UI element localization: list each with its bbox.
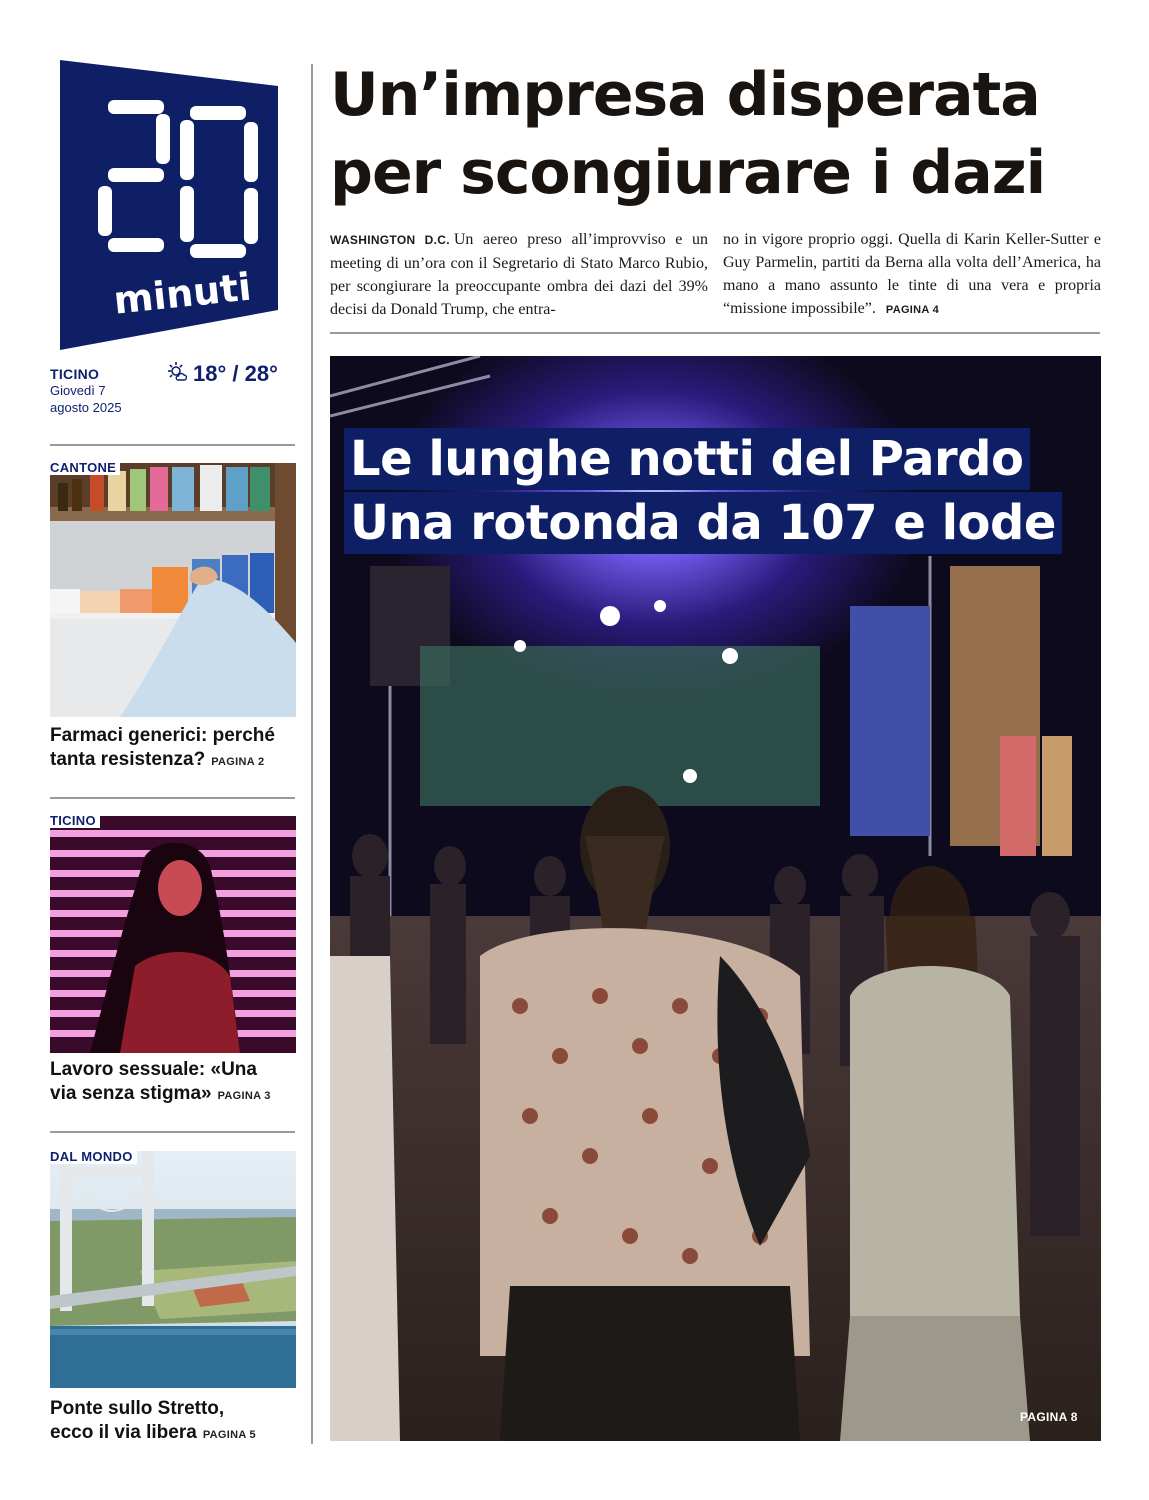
photo-credit: LOCARNO FILM FESTIVAL (316, 1267, 325, 1380)
lead-body-col1 (330, 228, 708, 321)
story-headline[interactable] (50, 1058, 300, 1108)
story-headline-line2: via senza stigma» (50, 1083, 212, 1104)
page-reference: PAGINA 2 (211, 756, 265, 768)
story-headline-line2: tanta resistenza? (50, 749, 206, 770)
lead-body-col2 (723, 228, 1101, 322)
lead-headline-line1: Un’impresa disperata (330, 60, 1040, 130)
page-reference: PAGINA 4 (885, 304, 940, 316)
feature-headline-line1[interactable]: Le lunghe notti del Pardo (344, 428, 1030, 490)
section-tag-dal-mondo: DAL MONDO (50, 1148, 137, 1164)
portrait-photo[interactable] (50, 816, 296, 1053)
lead-rule (330, 332, 1100, 334)
bridge-photo[interactable] (50, 1151, 296, 1388)
weather (165, 360, 300, 388)
edition-date-line2: agosto 2025 (50, 400, 122, 415)
page-reference: PAGINA 5 (202, 1429, 256, 1441)
lead-headline-line2: per scongiurare i dazi (330, 138, 1046, 208)
logo-word: minuti (111, 264, 254, 323)
edition-region: TICINO (50, 366, 100, 382)
story-headline[interactable] (50, 1397, 300, 1447)
logo-graphic (60, 60, 278, 350)
lead-body-text1: Un aereo preso all’improvviso e un meeting di un’ora con il Segretario di Stato Marco Rubio, per scongiurare la preoccupante ombra dei dazi del 39% decisi da Donald Trump, che entra- (330, 231, 708, 318)
edition-date-line1: Giovedì 7 (50, 383, 106, 398)
feature-headline-line2[interactable]: Una rotonda da 107 e lode (344, 492, 1062, 554)
section-tag-ticino: TICINO (50, 812, 100, 828)
page-reference: PAGINA 3 (217, 1090, 271, 1102)
weather-temperature: 18° / 28° (193, 361, 278, 386)
pharmacy-photo[interactable] (50, 463, 296, 717)
sidebar-rule (50, 444, 295, 446)
sun-cloud-icon (165, 361, 187, 388)
column-divider (311, 64, 313, 1444)
masthead-logo (60, 60, 278, 350)
story-headline-line1: Farmaci generici: perché (50, 725, 275, 746)
story-headline-line2: ecco il via libera (50, 1422, 197, 1443)
lead-dateline: WASHINGTON D.C. (330, 233, 450, 247)
sidebar-rule (50, 1131, 295, 1133)
sidebar-rule (50, 797, 295, 799)
story-headline-line1: Lavoro sessuale: «Una (50, 1059, 257, 1080)
section-tag-cantone: CANTONE (50, 459, 120, 475)
story-headline[interactable] (50, 724, 300, 774)
story-headline-line1: Ponte sullo Stretto, (50, 1398, 225, 1419)
page-reference: PAGINA 8 (1020, 1410, 1078, 1424)
lead-headline[interactable] (330, 56, 1110, 212)
lead-body-text2: no in vigore proprio oggi. Quella di Karin Keller-Sutter e Guy Parmelin, partiti da Berna alla volta dell’America, ha mano a mano assunto le tinte di una vera e propria “missione impossibile”. (723, 231, 1101, 317)
